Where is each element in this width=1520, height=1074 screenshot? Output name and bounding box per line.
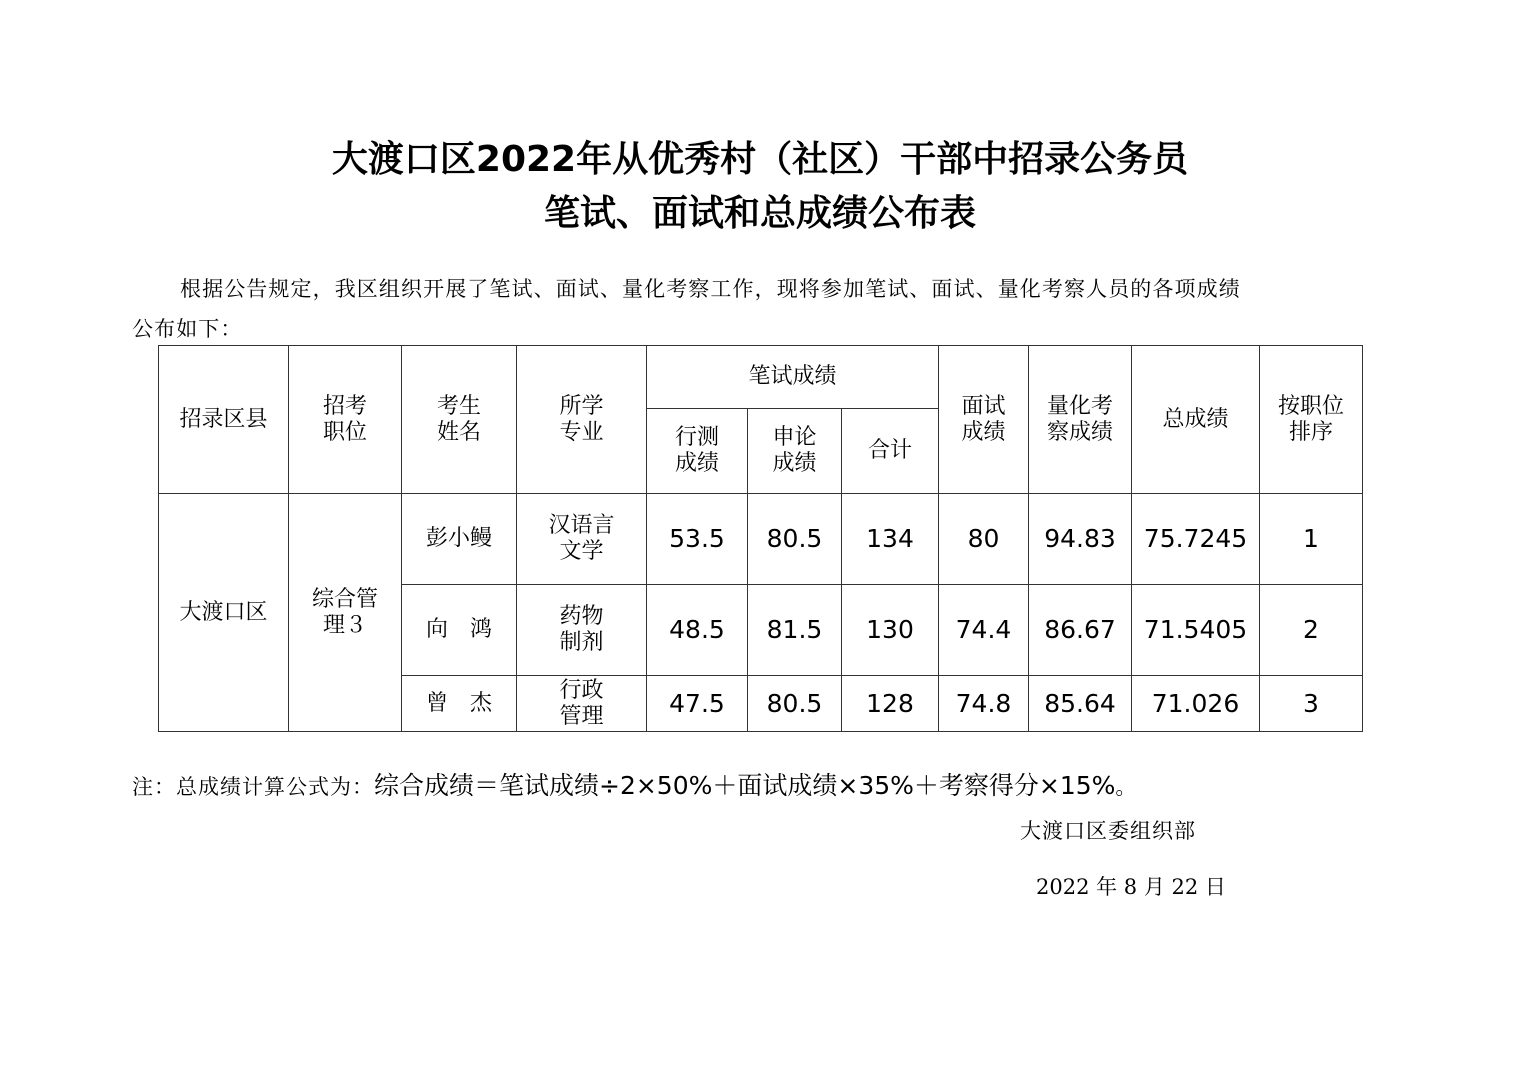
header-major: 所学专业: [517, 346, 647, 494]
note-formula: 综合成绩＝笔试成绩÷2×50%＋面试成绩×35%＋考察得分×15%: [374, 771, 1116, 800]
cell-shenlun: 80.5: [748, 494, 842, 585]
cell-shenlun: 80.5: [748, 676, 842, 732]
intro-paragraph-line2: 公布如下：: [132, 317, 243, 341]
cell-xingce: 53.5: [647, 494, 748, 585]
table-row: [159, 494, 1363, 585]
formula-note: [132, 766, 1136, 802]
cell-quant: 86.67: [1029, 585, 1132, 676]
table-header-row: [159, 346, 1363, 409]
cell-major: 行政管理: [517, 676, 647, 732]
cell-total: 75.7245: [1132, 494, 1260, 585]
issuing-organization: 大渡口区委组织部: [1020, 819, 1196, 843]
cell-quant: 94.83: [1029, 494, 1132, 585]
header-position: 招考职位: [289, 346, 402, 494]
page-subtitle: 笔试、面试和总成绩公布表: [543, 193, 976, 234]
cell-shenlun: 81.5: [748, 585, 842, 676]
header-written-group: 笔试成绩: [647, 346, 939, 409]
header-county: 招录区县: [159, 346, 289, 494]
cell-position: 综合管理３: [289, 494, 402, 732]
page-title: 大渡口区2022年从优秀村（社区）干部中招录公务员: [331, 139, 1189, 180]
header-quant: 量化考察成绩: [1029, 346, 1132, 494]
cell-interview: 74.8: [939, 676, 1029, 732]
cell-written-total: 128: [842, 676, 939, 732]
header-total: 总成绩: [1132, 346, 1260, 494]
issue-date: 2022 年 8 月 22 日: [1036, 875, 1226, 899]
cell-quant: 85.64: [1029, 676, 1132, 732]
cell-written-total: 134: [842, 494, 939, 585]
cell-interview: 74.4: [939, 585, 1029, 676]
header-shenlun: 申论成绩: [748, 409, 842, 494]
score-table: [158, 345, 1363, 732]
note-label: 注：总成绩计算公式为：: [132, 775, 374, 799]
cell-rank: 3: [1260, 676, 1363, 732]
cell-xingce: 48.5: [647, 585, 748, 676]
header-written-total: 合计: [842, 409, 939, 494]
header-xingce: 行测成绩: [647, 409, 748, 494]
cell-name: 向 鸿: [402, 585, 517, 676]
cell-county: 大渡口区: [159, 494, 289, 732]
cell-total: 71.026: [1132, 676, 1260, 732]
cell-name: 曾 杰: [402, 676, 517, 732]
cell-xingce: 47.5: [647, 676, 748, 732]
header-interview: 面试成绩: [939, 346, 1029, 494]
cell-total: 71.5405: [1132, 585, 1260, 676]
cell-interview: 80: [939, 494, 1029, 585]
header-name: 考生姓名: [402, 346, 517, 494]
cell-major: 汉语言文学: [517, 494, 647, 585]
header-rank: 按职位排序: [1260, 346, 1363, 494]
cell-major: 药物制剂: [517, 585, 647, 676]
cell-rank: 1: [1260, 494, 1363, 585]
note-end: 。: [1115, 775, 1137, 799]
cell-written-total: 130: [842, 585, 939, 676]
cell-name: 彭小鳗: [402, 494, 517, 585]
cell-rank: 2: [1260, 585, 1363, 676]
intro-paragraph-line1: 根据公告规定，我区组织开展了笔试、面试、量化考察工作，现将参加笔试、面试、量化考察人员的各项成绩: [180, 277, 1241, 301]
